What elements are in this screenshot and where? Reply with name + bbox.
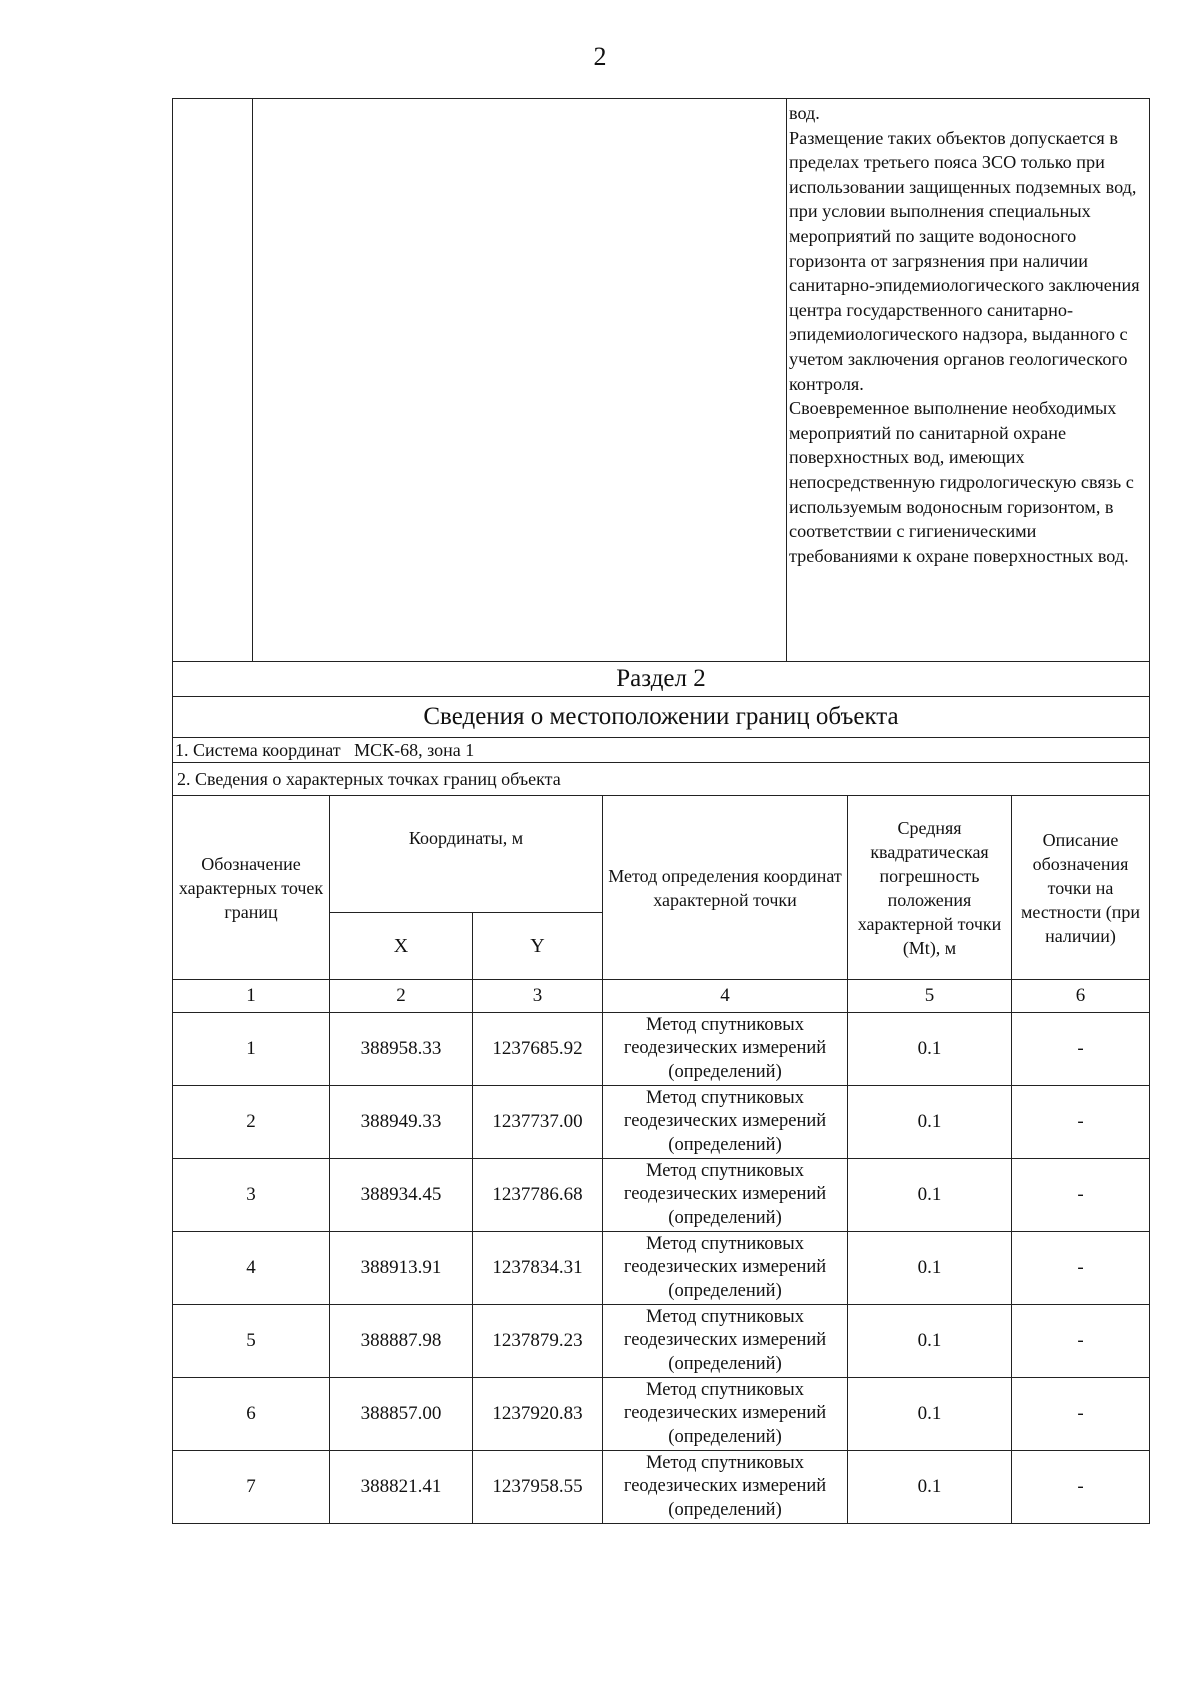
point-number-cell: 7 <box>173 1451 330 1524</box>
table-row <box>173 1305 1150 1378</box>
x-coordinate-cell: 388949.33 <box>330 1086 473 1159</box>
coord-system-row <box>173 738 1150 763</box>
description-cell: - <box>1012 1378 1150 1451</box>
table-row <box>173 1086 1150 1159</box>
y-coordinate-cell: 1237685.92 <box>473 1013 603 1086</box>
section-title: Раздел 2 <box>173 662 1150 697</box>
point-number-cell: 3 <box>173 1159 330 1232</box>
x-coordinate-cell: 388913.91 <box>330 1232 473 1305</box>
empty-cell-2 <box>253 99 787 662</box>
page-number: 2 <box>593 42 607 71</box>
column-number: 5 <box>848 980 1012 1013</box>
document-body <box>172 98 1150 1524</box>
points-caption: 2. Сведения о характерных точках границ объекта <box>173 763 1150 796</box>
description-cell: - <box>1012 1013 1150 1086</box>
mt-cell: 0.1 <box>848 1378 1012 1451</box>
column-number: 2 <box>330 980 473 1013</box>
empty-cell-1 <box>173 99 253 662</box>
mt-cell: 0.1 <box>848 1013 1012 1086</box>
x-coordinate-cell: 388958.33 <box>330 1013 473 1086</box>
table-row <box>173 1013 1150 1086</box>
header-designation: Обозначение характерных точек границ <box>173 796 330 980</box>
continuation-table <box>172 98 1150 662</box>
header-method: Метод определения координат характерной точки <box>603 796 848 980</box>
column-number: 1 <box>173 980 330 1013</box>
mt-cell: 0.1 <box>848 1451 1012 1524</box>
text-paragraph: Размещение таких объектов допускается в пределах третьего пояса ЗСО только при использовании защищенных подземных вод, при условии выполнения специальных мероприятий по защите водоносного горизонта от загрязнения при наличии санитарно-эпидемиологического заключения центра государственного санитарно-эпидемиологического надзора, выданного с учетом заключения органов геологического контроля. <box>789 127 1140 394</box>
y-coordinate-cell: 1237834.31 <box>473 1232 603 1305</box>
mt-cell: 0.1 <box>848 1232 1012 1305</box>
mt-cell: 0.1 <box>848 1159 1012 1232</box>
method-cell: Метод спутниковых геодезических измерений (определений) <box>603 1305 848 1378</box>
description-cell: - <box>1012 1159 1150 1232</box>
y-coordinate-cell: 1237879.23 <box>473 1305 603 1378</box>
points-table <box>172 795 1150 1524</box>
point-number-cell: 6 <box>173 1378 330 1451</box>
section-subtitle: Сведения о местоположении границ объекта <box>173 697 1150 738</box>
mt-cell: 0.1 <box>848 1086 1012 1159</box>
mt-cell: 0.1 <box>848 1305 1012 1378</box>
header-x: X <box>330 913 473 980</box>
header-coords: Координаты, м <box>330 796 603 913</box>
y-coordinate-cell: 1237920.83 <box>473 1378 603 1451</box>
method-cell: Метод спутниковых геодезических измерений (определений) <box>603 1378 848 1451</box>
method-cell: Метод спутниковых геодезических измерений (определений) <box>603 1159 848 1232</box>
point-number-cell: 5 <box>173 1305 330 1378</box>
point-number-cell: 2 <box>173 1086 330 1159</box>
table-row <box>173 1159 1150 1232</box>
header-description: Описание обозначения точки на местности (при наличии) <box>1012 796 1150 980</box>
table-row <box>173 1451 1150 1524</box>
table-row <box>173 1378 1150 1451</box>
coord-system-value: МСК-68, зона 1 <box>354 739 475 760</box>
method-cell: Метод спутниковых геодезических измерений (определений) <box>603 1451 848 1524</box>
point-number-cell: 4 <box>173 1232 330 1305</box>
description-cell: - <box>1012 1086 1150 1159</box>
points-table-body <box>173 1013 1150 1524</box>
column-number: 3 <box>473 980 603 1013</box>
header-y: Y <box>473 913 603 980</box>
y-coordinate-cell: 1237737.00 <box>473 1086 603 1159</box>
point-number-cell: 1 <box>173 1013 330 1086</box>
x-coordinate-cell: 388934.45 <box>330 1159 473 1232</box>
column-number: 4 <box>603 980 848 1013</box>
text-paragraph: Своевременное выполнение необходимых мероприятий по санитарной охране поверхностных вод, имеющих непосредственную гидрологическую связь с используемым водоносным горизонтом, в соответствии с гигиеническими требованиями к охране поверхностных вод. <box>789 398 1134 566</box>
method-cell: Метод спутниковых геодезических измерений (определений) <box>603 1232 848 1305</box>
y-coordinate-cell: 1237786.68 <box>473 1159 603 1232</box>
y-coordinate-cell: 1237958.55 <box>473 1451 603 1524</box>
text-paragraph: вод. <box>789 103 820 123</box>
restriction-text-cell <box>787 99 1150 662</box>
description-cell: - <box>1012 1232 1150 1305</box>
description-cell: - <box>1012 1451 1150 1524</box>
coord-system-label: 1. Система координат <box>175 739 341 760</box>
table-row <box>173 1232 1150 1305</box>
description-cell: - <box>1012 1305 1150 1378</box>
method-cell: Метод спутниковых геодезических измерений (определений) <box>603 1086 848 1159</box>
method-cell: Метод спутниковых геодезических измерений (определений) <box>603 1013 848 1086</box>
x-coordinate-cell: 388857.00 <box>330 1378 473 1451</box>
header-error: Средняя квадратическая погрешность положения характерной точки (Mt), м <box>848 796 1012 980</box>
x-coordinate-cell: 388887.98 <box>330 1305 473 1378</box>
x-coordinate-cell: 388821.41 <box>330 1451 473 1524</box>
section-header-table <box>172 661 1150 796</box>
column-number: 6 <box>1012 980 1150 1013</box>
